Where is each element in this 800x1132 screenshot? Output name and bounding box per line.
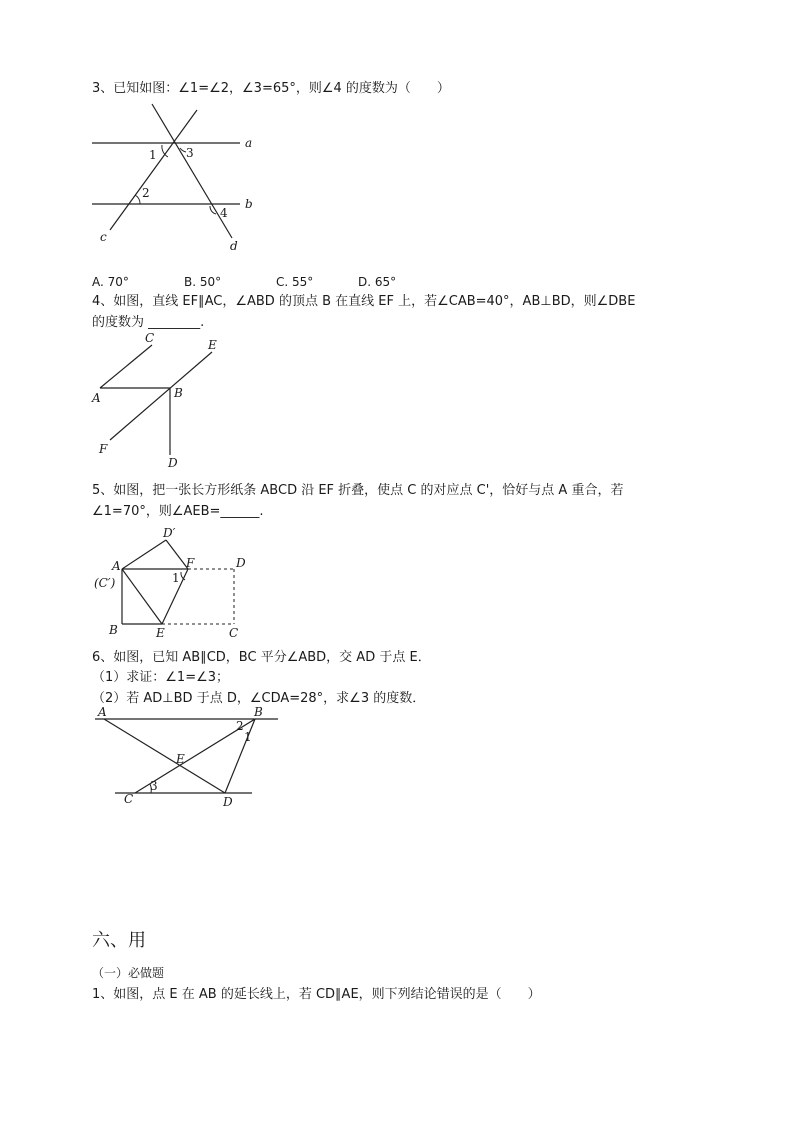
q3-option-c: C. 55° <box>276 275 314 289</box>
q6-label-c: C <box>124 792 134 806</box>
q4-label-c: C <box>145 331 155 345</box>
q3-angle-2: 2 <box>142 186 150 200</box>
q6-angle-3: 3 <box>150 779 158 793</box>
q5-stem-line-1: 5、如图，把一张长方形纸条 ABCD 沿 EF 折叠，使点 C 的对应点 C'，恰好与点 A 重合，若 <box>92 483 624 498</box>
q6-label-d: D <box>223 795 233 809</box>
q6-label-a: A <box>98 705 107 719</box>
q5-label-b: B <box>109 623 118 637</box>
q3-label-a: a <box>245 136 253 150</box>
q5-label-cprime: (C′) <box>94 576 116 590</box>
q3-label-d: d <box>230 239 238 253</box>
q6-angle-1: 1 <box>244 730 252 744</box>
q4-label-b: B <box>174 386 183 400</box>
q3-stem: 3、已知如图：∠1=∠2，∠3=65°，则∠4 的度数为（ ） <box>92 81 450 96</box>
q4-stem-line-2: 的度数为 ________. <box>92 315 205 330</box>
q4-stem-line-1: 4、如图，直线 EF∥AC，∠ABD 的顶点 B 在直线 EF 上，若∠CAB=40°，AB⊥BD，则∠DBE <box>92 294 636 309</box>
q4-label-f: F <box>99 442 108 456</box>
section-q1-stem: 1、如图，点 E 在 AB 的延长线上，若 CD∥AE，则下列结论错误的是（ ） <box>92 987 541 1002</box>
q6-label-b: B <box>254 705 263 719</box>
q5-label-d: D <box>236 556 246 570</box>
q3-label-c: c <box>100 230 107 244</box>
q4-label-d: D <box>168 456 178 470</box>
q3-option-d: D. 65° <box>358 275 397 289</box>
q5-label-f: F <box>186 556 195 570</box>
q6-stem: 6、如图，已知 AB∥CD，BC 平分∠ABD，交 AD 于点 E． <box>92 650 431 665</box>
q6-label-e: E <box>176 752 185 766</box>
q5-angle-1: 1 <box>172 571 180 585</box>
q6-part-1: （1）求证：∠1=∠3； <box>92 670 230 685</box>
q4-label-e: E <box>208 338 217 352</box>
q6-angle-2: 2 <box>236 719 244 733</box>
section-subtitle: （一）必做题 <box>92 966 165 980</box>
q5-label-e: E <box>156 626 165 640</box>
q5-stem-line-2: ∠1=70°，则∠AEB=______. <box>92 504 264 519</box>
q3-angle-4: 4 <box>220 206 228 220</box>
q3-option-a: A. 70° <box>92 275 129 289</box>
q3-option-b: B. 50° <box>184 275 222 289</box>
q5-label-c: C <box>229 626 239 640</box>
q4-label-a: A <box>92 391 101 405</box>
q3-angle-1: 1 <box>149 148 157 162</box>
section-title: 六、用 <box>92 930 146 951</box>
q3-label-b: b <box>245 197 253 211</box>
q6-part-2: （2）若 AD⊥BD 于点 D，∠CDA=28°，求∠3 的度数． <box>92 691 426 706</box>
q5-label-dprime: D′ <box>163 526 176 540</box>
q3-angle-3: 3 <box>186 146 194 160</box>
q5-label-a: A <box>112 559 121 573</box>
